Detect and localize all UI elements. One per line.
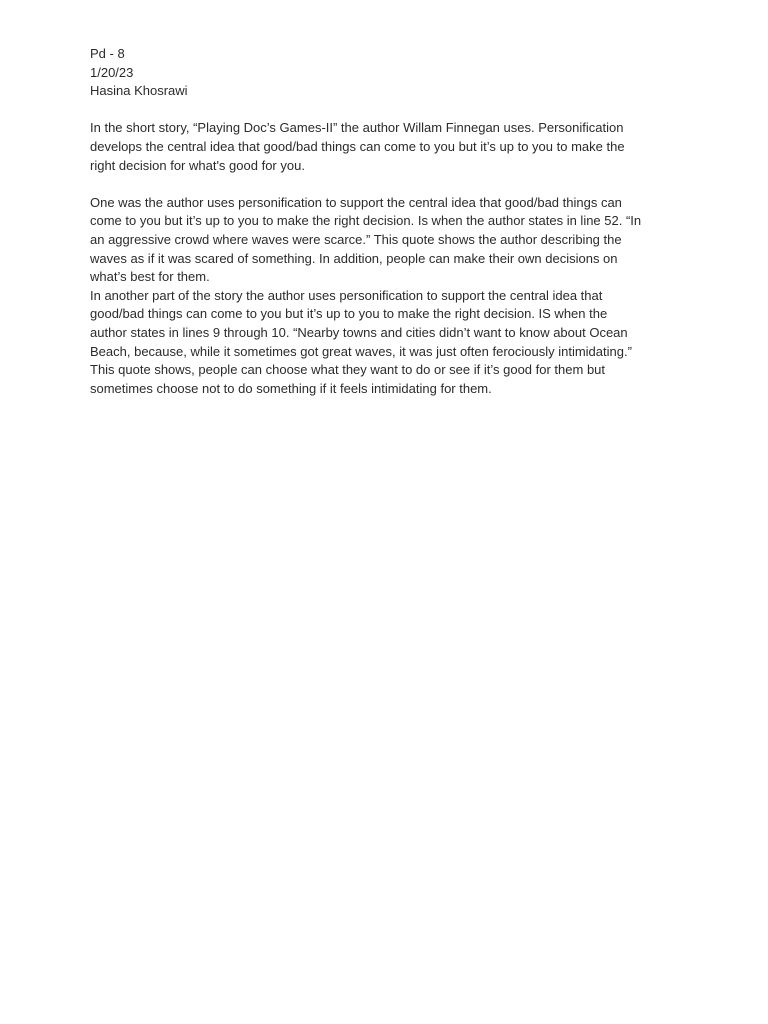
author-name: Hasina Khosrawi xyxy=(90,83,188,99)
paragraph-line: good/bad things can come to you but it’s up to you to make the right decision. IS when the xyxy=(90,306,608,322)
body-paragraph-1 xyxy=(90,194,680,287)
paragraph-line: This quote shows, people can choose what they want to do or see if it’s good for them but xyxy=(90,362,606,378)
paragraph-line: waves as if it was scared of something. In addition, people can make their own decisions on xyxy=(90,250,618,266)
paragraph-line: what’s best for them. xyxy=(90,269,210,285)
blank-line xyxy=(90,175,680,194)
document-body xyxy=(90,45,680,398)
intro-paragraph xyxy=(90,119,680,175)
body-paragraph-2 xyxy=(90,287,680,399)
paragraph-line: author states in lines 9 through 10. “Nearby towns and cities didn’t want to know about Ocean xyxy=(90,324,628,340)
date-label: 1/20/23 xyxy=(90,64,134,80)
period-label: Pd - 8 xyxy=(90,46,125,61)
paragraph-line: One was the author uses personification to support the central idea that good/bad things can xyxy=(90,194,622,210)
paragraph-line: In the short story, “Playing Doc’s Games-II” the author Willam Finnegan uses. Personification xyxy=(90,120,624,136)
paragraph-line: In another part of the story the author uses personification to support the central idea that xyxy=(90,287,603,303)
paragraph-line: come to you but it’s up to you to make the right decision. Is when the author states in line 52. “In xyxy=(90,213,642,229)
paragraph-line: sometimes choose not to do something if it feels intimidating for them. xyxy=(90,380,492,396)
paragraph-line: Beach, because, while it sometimes got great waves, it was just often ferociously intimidating.” xyxy=(90,343,632,359)
paragraph-line: an aggressive crowd where waves were scarce.” This quote shows the author describing the xyxy=(90,231,622,247)
blank-line xyxy=(90,101,680,120)
paragraph-line: develops the central idea that good/bad things can come to you but it’s up to you to make the xyxy=(90,138,625,154)
paragraph-line: right decision for what's good for you. xyxy=(90,157,305,173)
